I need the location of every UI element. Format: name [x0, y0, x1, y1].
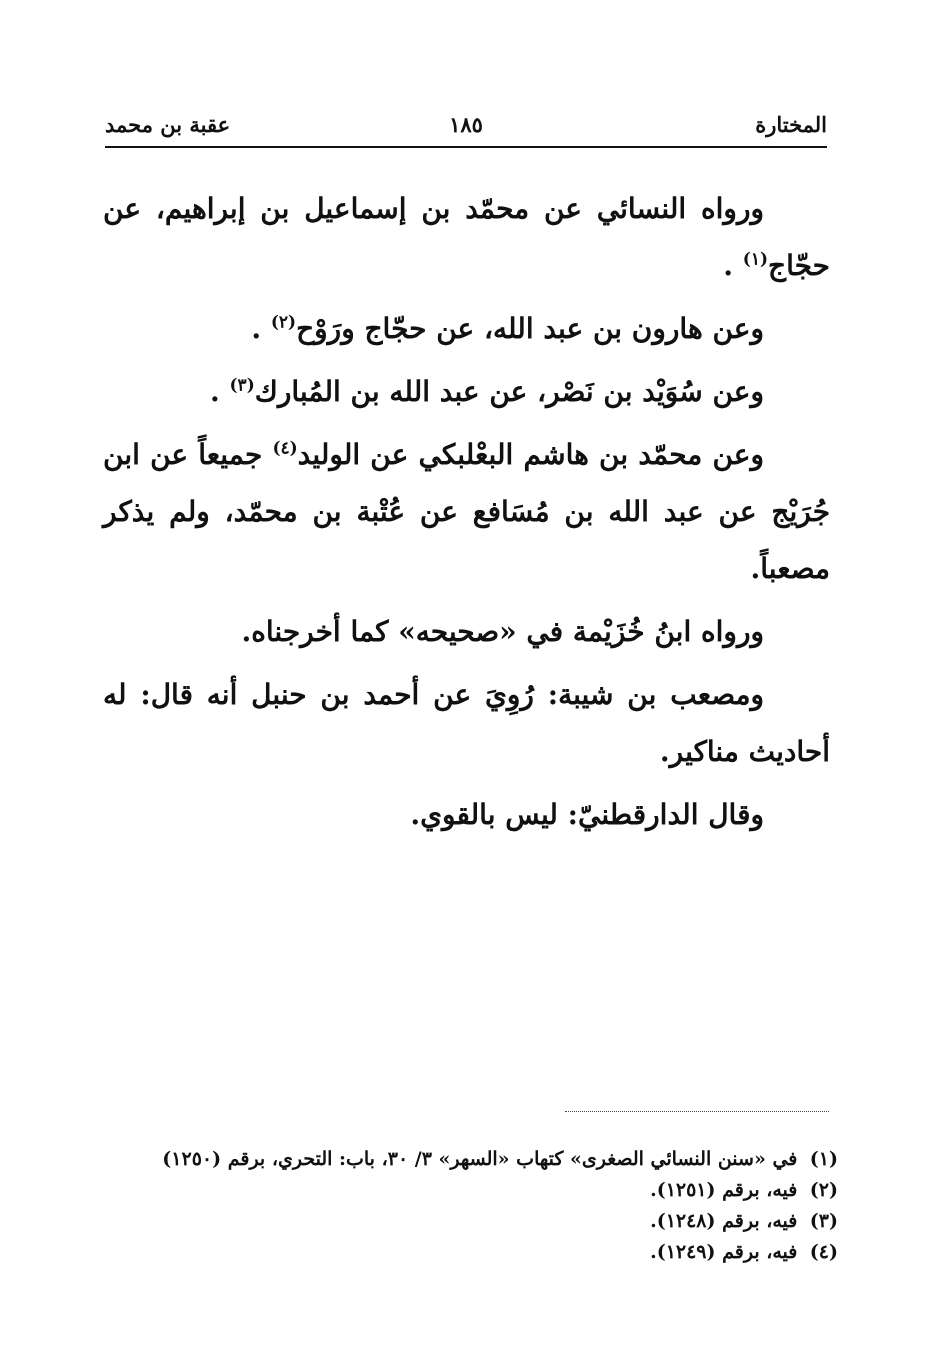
paragraph: وعن سُوَيْد بن نَصْر، عن عبد الله بن المُبارك$^{(٣)}$ . [210, 375, 764, 408]
paragraph: وعن هارون بن عبد الله، عن حجّاج ورَوْح$^{(٢)}$ . [251, 312, 764, 345]
main-text [103, 180, 830, 849]
footnote-number: (٤) [809, 1241, 838, 1263]
footnote-item [120, 1175, 838, 1206]
paragraph: وعن محمّد بن هاشم البعْلبكي عن الوليد$^{(٤)}$ جميعاً عن ابن جُرَيْج عن عبد الله بن مُسَافع عن عُتْبة بن محمّد، ولم يذكر مصعباً. [103, 438, 830, 585]
footnote-text: فيه، برقم (١٢٤٨). [650, 1210, 798, 1232]
page-number: ١٨٥ [449, 112, 483, 137]
footnote-marker[interactable]: (٢) [270, 312, 297, 333]
book-title: المختارة [755, 112, 827, 137]
footnote-item [120, 1206, 838, 1237]
footnote-text: فيه، برقم (١٢٥١). [650, 1179, 798, 1201]
footnote-marker[interactable]: (١) [742, 249, 768, 270]
footnote-text: في «سنن النسائي الصغرى» كتهاب «السهر» ٣/ ٣٠، باب: التحري، برقم (١٢٥٠) [162, 1148, 798, 1170]
footnote-number: (١) [809, 1148, 838, 1170]
footnotes [120, 1144, 838, 1268]
section-title: عقبة بن محمد [105, 112, 231, 137]
footnote-number: (٢) [809, 1179, 838, 1201]
header-divider [105, 146, 827, 148]
running-header [105, 112, 827, 144]
footnote-marker[interactable]: (٣) [229, 375, 255, 396]
footnote-number: (٣) [809, 1210, 838, 1232]
footnote-text: فيه، برقم (١٢٤٩). [650, 1241, 798, 1263]
paragraph: ورواه ابنُ خُزَيْمة في «صحيحه» كما أخرجناه. [241, 615, 764, 648]
footnote-divider [565, 1111, 829, 1112]
footnote-marker[interactable]: (٤) [272, 438, 298, 459]
paragraph: ورواه النسائي عن محمّد بن إسماعيل بن إبراهيم، عن حجّاج$^{(١)}$ . [103, 192, 830, 282]
paragraph: وقال الدارقطنيّ: ليس بالقوي. [410, 798, 764, 831]
footnote-item [120, 1144, 838, 1175]
footnote-item [120, 1237, 838, 1268]
paragraph: ومصعب بن شيبة: رُوِيَ عن أحمد بن حنبل أنه قال: له أحاديث مناكير. [103, 678, 830, 768]
